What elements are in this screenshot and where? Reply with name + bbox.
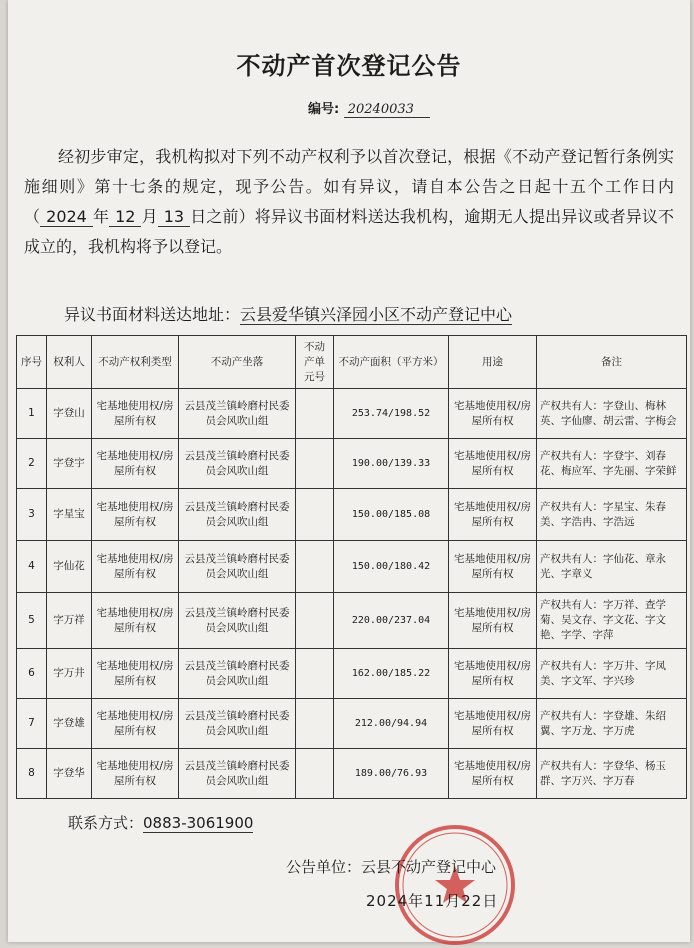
cell-area: 150.00/180.42 bbox=[334, 541, 449, 593]
cell-holder: 字万井 bbox=[47, 649, 92, 699]
table-row bbox=[17, 541, 687, 593]
cell-use: 宅基地使用权/房屋所有权 bbox=[449, 541, 537, 593]
cell-holder: 字登华 bbox=[47, 749, 92, 799]
cell-seq: 8 bbox=[17, 749, 47, 799]
cell-location: 云县茂兰镇岭磨村民委员会风吹山组 bbox=[179, 593, 296, 649]
cell-use: 宅基地使用权/房屋所有权 bbox=[449, 649, 537, 699]
cell-seq: 5 bbox=[17, 593, 47, 649]
cell-location: 云县茂兰镇岭磨村民委员会风吹山组 bbox=[179, 541, 296, 593]
table-row bbox=[17, 649, 687, 699]
cell-area: 212.00/94.94 bbox=[334, 699, 449, 749]
cell-unit-no bbox=[296, 389, 334, 439]
official-seal bbox=[392, 822, 518, 948]
serial-label: 编号: bbox=[308, 102, 340, 117]
deadline-month-unit: 月 bbox=[141, 207, 158, 226]
cell-use: 宅基地使用权/房屋所有权 bbox=[449, 749, 537, 799]
deadline-year: 2024 bbox=[40, 207, 93, 227]
cell-type: 宅基地使用权/房屋所有权 bbox=[92, 541, 179, 593]
cell-use: 宅基地使用权/房屋所有权 bbox=[449, 593, 537, 649]
cell-unit-no bbox=[296, 489, 334, 541]
table-row bbox=[17, 489, 687, 541]
cell-note: 产权共有人：字万祥、查学菊、吴文存、字文花、字文艳、字学、字萍 bbox=[537, 593, 687, 649]
registration-table bbox=[16, 335, 687, 799]
header-use: 用途 bbox=[449, 336, 537, 389]
cell-area: 162.00/185.22 bbox=[334, 649, 449, 699]
header-location: 不动产坐落 bbox=[179, 336, 296, 389]
cell-type: 宅基地使用权/房屋所有权 bbox=[92, 649, 179, 699]
cell-unit-no bbox=[296, 541, 334, 593]
cell-unit-no bbox=[296, 749, 334, 799]
cell-note: 产权共有人：字仙花、章永光、字章义 bbox=[537, 541, 687, 593]
cell-holder: 字星宝 bbox=[47, 489, 92, 541]
table-row bbox=[17, 749, 687, 799]
cell-note: 产权共有人：字登宇、刘春花、梅应军、字先丽、字荣鲜 bbox=[537, 439, 687, 489]
serial-number bbox=[308, 98, 430, 118]
cell-area: 150.00/185.08 bbox=[334, 489, 449, 541]
cell-use: 宅基地使用权/房屋所有权 bbox=[449, 439, 537, 489]
cell-location: 云县茂兰镇岭磨村民委员会风吹山组 bbox=[179, 389, 296, 439]
cell-area: 220.00/237.04 bbox=[334, 593, 449, 649]
cell-seq: 7 bbox=[17, 699, 47, 749]
cell-note: 产权共有人：字万井、字凤美、字文军、字兴珍 bbox=[537, 649, 687, 699]
cell-type: 宅基地使用权/房屋所有权 bbox=[92, 749, 179, 799]
cell-note: 产权共有人：字登华、杨玉群、字万兴、字万春 bbox=[537, 749, 687, 799]
cell-area: 190.00/139.33 bbox=[334, 439, 449, 489]
address-label: 异议书面材料送达地址： bbox=[64, 305, 241, 324]
paragraph-part1: 经初步审定，我机构拟对下列不动产权利予以首次登记，根据《不动产登记暂行条例实施细则》第十七条的规定，现予公告。如有异议，请自本公告之日起十五个工作日内（ bbox=[24, 147, 674, 226]
cell-location: 云县茂兰镇岭磨村民委员会风吹山组 bbox=[179, 749, 296, 799]
page-title: 不动产首次登记公告 bbox=[236, 52, 462, 80]
deadline-month: 12 bbox=[109, 207, 141, 227]
address-value: 云县爱华镇兴泽园小区不动产登记中心 bbox=[240, 305, 513, 324]
cell-note: 产权共有人：字星宝、朱春美、字浩冉、字浩远 bbox=[537, 489, 687, 541]
table-header-row bbox=[17, 336, 687, 389]
table-row bbox=[17, 439, 687, 489]
cell-type: 宅基地使用权/房屋所有权 bbox=[92, 439, 179, 489]
cell-note: 产权共有人：字登雄、朱绍翼、字万龙、字万虎 bbox=[537, 699, 687, 749]
contact-label: 联系方式： bbox=[68, 814, 144, 832]
header-seq: 序号 bbox=[17, 336, 47, 389]
cell-type: 宅基地使用权/房屋所有权 bbox=[92, 489, 179, 541]
cell-holder: 字登雄 bbox=[47, 699, 92, 749]
cell-seq: 6 bbox=[17, 649, 47, 699]
cell-use: 宅基地使用权/房屋所有权 bbox=[449, 699, 537, 749]
cell-unit-no bbox=[296, 593, 334, 649]
table-row bbox=[17, 593, 687, 649]
header-area: 不动产面积（平方米） bbox=[334, 336, 449, 389]
deadline-day: 13 bbox=[158, 207, 190, 227]
cell-note: 产权共有人：字登山、梅林英、字仙廖、胡云雷、字梅会 bbox=[537, 389, 687, 439]
cell-seq: 4 bbox=[17, 541, 47, 593]
cell-unit-no bbox=[296, 699, 334, 749]
paragraph-part2: 日之前）将异议书面材料送达我机构，逾期无人提出异议或者异议不成立的，我机构将予以登记。 bbox=[24, 207, 674, 256]
header-unit-no: 不动产单元号 bbox=[296, 336, 334, 389]
cell-unit-no bbox=[296, 649, 334, 699]
cell-area: 189.00/76.93 bbox=[334, 749, 449, 799]
cell-location: 云县茂兰镇岭磨村民委员会风吹山组 bbox=[179, 649, 296, 699]
cell-seq: 3 bbox=[17, 489, 47, 541]
cell-use: 宅基地使用权/房屋所有权 bbox=[449, 489, 537, 541]
cell-location: 云县茂兰镇岭磨村民委员会风吹山组 bbox=[179, 489, 296, 541]
cell-seq: 2 bbox=[17, 439, 47, 489]
notice-paragraph bbox=[24, 142, 674, 262]
serial-value: 20240033 bbox=[344, 102, 430, 118]
cell-area: 253.74/198.52 bbox=[334, 389, 449, 439]
contact-phone: 0883-3061900 bbox=[143, 814, 254, 832]
cell-use: 宅基地使用权/房屋所有权 bbox=[449, 389, 537, 439]
table-row bbox=[17, 699, 687, 749]
cell-type: 宅基地使用权/房屋所有权 bbox=[92, 699, 179, 749]
cell-type: 宅基地使用权/房屋所有权 bbox=[92, 389, 179, 439]
header-holder: 权利人 bbox=[47, 336, 92, 389]
header-note: 备注 bbox=[537, 336, 687, 389]
cell-seq: 1 bbox=[17, 389, 47, 439]
deadline-year-unit: 年 bbox=[92, 207, 110, 226]
header-type: 不动产权利类型 bbox=[92, 336, 179, 389]
objection-address bbox=[64, 302, 512, 325]
cell-holder: 字登宇 bbox=[47, 439, 92, 489]
cell-location: 云县茂兰镇岭磨村民委员会风吹山组 bbox=[179, 439, 296, 489]
cell-location: 云县茂兰镇岭磨村民委员会风吹山组 bbox=[179, 699, 296, 749]
notice-document bbox=[8, 0, 690, 942]
cell-holder: 字万祥 bbox=[47, 593, 92, 649]
cell-holder: 字登山 bbox=[47, 389, 92, 439]
notice-date: 2024年11月22日 bbox=[366, 892, 499, 910]
issuing-unit: 公告单位：云县不动产登记中心 bbox=[286, 858, 497, 876]
cell-unit-no bbox=[296, 439, 334, 489]
table-row bbox=[17, 389, 687, 439]
cell-holder: 字仙花 bbox=[47, 541, 92, 593]
contact-info bbox=[68, 812, 253, 833]
cell-type: 宅基地使用权/房屋所有权 bbox=[92, 593, 179, 649]
